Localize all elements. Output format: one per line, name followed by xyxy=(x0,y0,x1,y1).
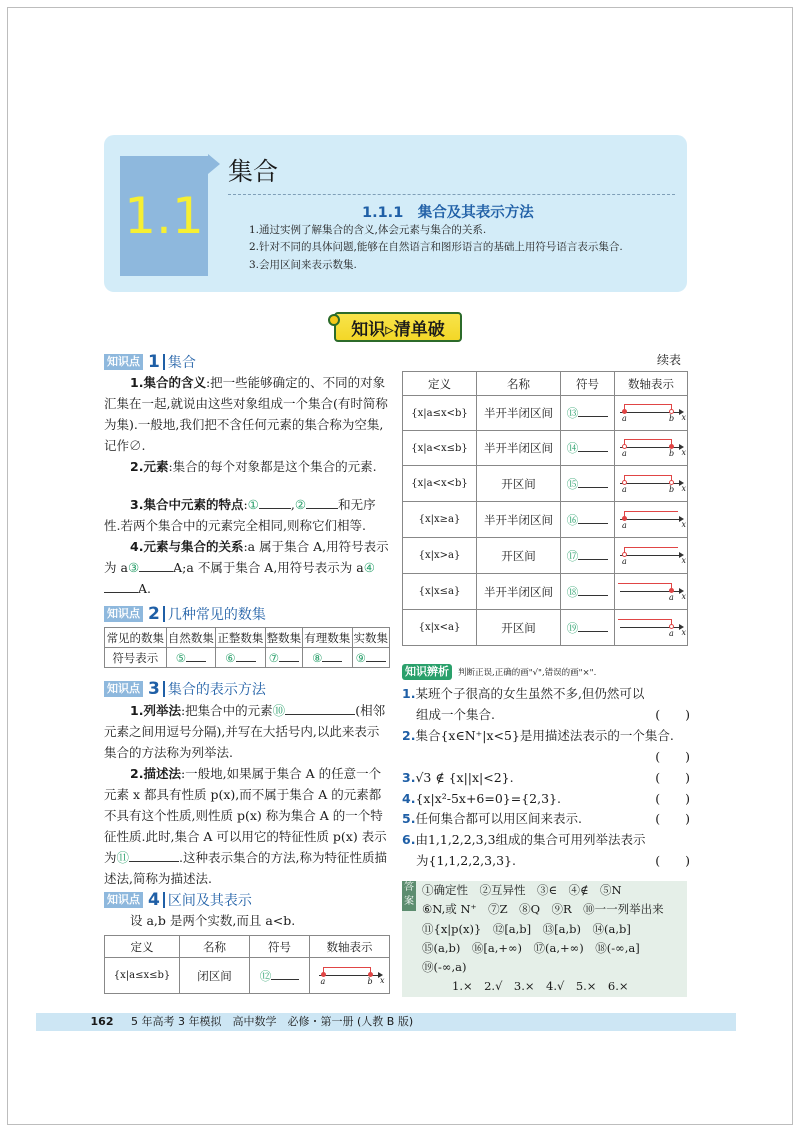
answer-paren: ( ) xyxy=(655,811,690,826)
knowledge-point-3 xyxy=(104,680,266,698)
answer-line: ⑪{x|p(x)} ⑫[a,b] ⑬[a,b) ⑭(a,b] xyxy=(422,922,631,936)
number-line-cell xyxy=(615,502,688,538)
symbol-cell xyxy=(561,431,615,466)
symbol-cell xyxy=(561,396,615,431)
question-1 xyxy=(402,683,690,725)
kd-number: 2 xyxy=(148,604,160,624)
definition-cell: {x|x≥a} xyxy=(403,502,477,538)
blank-number: ⑧ xyxy=(312,651,323,665)
header-cell: 名称 xyxy=(477,372,561,396)
blank xyxy=(285,703,355,715)
blank xyxy=(578,476,608,488)
blank xyxy=(236,650,256,662)
symbol-cell xyxy=(561,466,615,502)
name-cell: 闭区间 xyxy=(180,958,250,994)
kd-number: 3 xyxy=(148,679,160,699)
definition-cell: {x|a<x<b} xyxy=(403,466,477,502)
axis-label: b xyxy=(669,449,675,458)
definition-cell: {x|x>a} xyxy=(403,538,477,574)
blank-cell xyxy=(352,648,389,668)
name-cell: 开区间 xyxy=(477,610,561,646)
blank-cell xyxy=(166,648,216,668)
paragraph-definition xyxy=(104,372,390,456)
kd-title: 集合 xyxy=(167,355,196,371)
axis-label: a xyxy=(622,414,627,423)
number-line xyxy=(618,438,684,458)
question-text: {x|x²-5x+6=0}={2,3}. xyxy=(415,791,561,806)
header-cell: 实数集 xyxy=(352,628,389,648)
blank xyxy=(271,968,299,980)
interval-segment xyxy=(624,547,678,555)
question-text: 集合{x∈N⁺|x<5}是用描述法表示的一个集合. xyxy=(415,728,674,743)
axis-label: x xyxy=(681,591,686,601)
interval-segment xyxy=(624,475,672,483)
blank-number: ⑰ xyxy=(566,548,579,563)
kd-title: 集合的表示方法 xyxy=(167,682,266,698)
text: A. xyxy=(138,581,152,596)
text: :集合的每个对象都是这个集合的元素. xyxy=(168,459,377,474)
text: :一般地,如果属于集合 A 的任意一个元素 x 都具有性质 p(x),而不属于集合 A 的元素都不具有这个性质,则性质 p(x) 称为集合 A 的一个特征性质.此时,集合 A 可以用它的特征性质 p(x) 表示为 xyxy=(104,766,387,865)
kd-tag: 知识点 xyxy=(104,606,143,622)
number-line-cell xyxy=(615,466,688,502)
axis-label: b xyxy=(669,414,675,423)
blank-number: ⑮ xyxy=(566,476,579,491)
text: :把集合中的元素 xyxy=(180,703,273,718)
text: 和无序性.若两个集合中的元素完全相同,则称它们相等. xyxy=(104,497,376,533)
number-line-cell xyxy=(615,538,688,574)
blank xyxy=(578,548,608,560)
axis-label: b xyxy=(367,976,373,986)
number-line xyxy=(618,474,684,494)
blank xyxy=(279,650,299,662)
blank-cell xyxy=(265,648,302,668)
interval-segment xyxy=(323,967,371,975)
definition-cell: {x|x<a} xyxy=(403,610,477,646)
kd-title: 几种常见的数集 xyxy=(167,607,266,623)
blank xyxy=(104,581,138,593)
interval-segment xyxy=(618,619,672,627)
question-2 xyxy=(402,725,690,764)
question-number: 5. xyxy=(402,811,416,826)
paragraph-interval-intro: 设 a,b 是两个实数,而且 a<b. xyxy=(130,913,296,928)
header-cell: 数轴表示 xyxy=(310,936,390,958)
divider xyxy=(228,194,675,195)
paragraph-listing xyxy=(104,700,390,763)
definition-cell: {x|a≤x≤b} xyxy=(105,958,180,994)
number-line xyxy=(317,966,383,986)
symbol-cell xyxy=(561,610,615,646)
kd-number: 4 xyxy=(148,890,160,910)
bianxi-note: 判断正误,正确的画"√",错误的画"×". xyxy=(458,668,597,678)
question-text: 某班个子很高的女生虽然不多,但仍然可以组成一个集合. xyxy=(415,686,645,722)
row-label: 符号表示 xyxy=(105,648,167,668)
section-title: 1.1.1 集合及其表示方法 xyxy=(362,205,534,221)
blank-number: ④ xyxy=(363,560,375,575)
blank-number: ⑱ xyxy=(566,584,579,599)
true-false-header xyxy=(402,664,596,680)
name-cell: 半开半闭区间 xyxy=(477,431,561,466)
blank-cell xyxy=(216,648,266,668)
axis-label: x xyxy=(681,519,686,529)
header-cell: 自然数集 xyxy=(166,628,216,648)
interval-segment xyxy=(624,511,678,519)
text: .这种表示集合的方法,称为特征性质描述法,简称为描述法. xyxy=(104,850,387,886)
question-number: 4. xyxy=(402,791,416,806)
page-number: 162 xyxy=(90,1015,114,1028)
header-cell: 正整数集 xyxy=(216,628,266,648)
text: :把一些能够确定的、不同的对象汇集在一起,就说由这些对象组成一个集合(有时简称为集).一般地,我们把不含任何元素的集合称为空集,记作∅. xyxy=(104,375,388,453)
axis-label: b xyxy=(669,484,675,494)
knowledge-point-1 xyxy=(104,353,196,371)
question-4 xyxy=(402,788,690,809)
kd-title: 区间及其表示 xyxy=(167,893,252,909)
number-line-cell xyxy=(310,958,390,994)
kd-bar xyxy=(163,681,165,697)
answer-line: ⑮(a,b) ⑯[a,+∞) ⑰(a,+∞) ⑱(-∞,a] xyxy=(422,941,640,955)
header-cell: 定义 xyxy=(403,372,477,396)
symbol-cell xyxy=(250,958,310,994)
axis-label: a xyxy=(669,628,674,638)
name-cell: 半开半闭区间 xyxy=(477,396,561,431)
axis-label: x xyxy=(681,448,686,457)
definition-cell: {x|x≤a} xyxy=(403,574,477,610)
header-cell: 数轴表示 xyxy=(615,372,688,396)
axis-line xyxy=(620,555,680,556)
number-line-cell xyxy=(615,610,688,646)
blank-number: ⑲ xyxy=(566,620,579,635)
blank xyxy=(186,650,206,662)
blank-number: ⑨ xyxy=(355,651,366,665)
question-3 xyxy=(402,767,690,788)
axis-label: a xyxy=(669,592,674,602)
number-line-cell xyxy=(615,396,688,431)
text: A;a 不属于集合 A,用符号表示为 a xyxy=(173,560,364,575)
bianxi-tag: 知识辨析 xyxy=(402,664,452,680)
axis-label: a xyxy=(622,484,627,494)
knowledge-point-2 xyxy=(104,605,266,623)
text: (相邻元素之间用逗号分隔),并写在大括号内,以此来表示集合的方法称为列举法. xyxy=(104,703,386,760)
blank xyxy=(322,650,342,662)
interval-segment xyxy=(618,583,672,591)
number-line xyxy=(618,618,684,638)
answer-paren: ( ) xyxy=(655,749,690,764)
header-cell: 定义 xyxy=(105,936,180,958)
answer-line: 1.× 2.√ 3.× 4.√ 5.× 6.× xyxy=(452,979,629,993)
axis-label: a xyxy=(320,976,326,986)
blank xyxy=(578,584,608,596)
blank-number: ⑭ xyxy=(566,441,579,455)
goal-3: 3.会用区间来表示数集. xyxy=(249,259,357,271)
question-number: 1. xyxy=(402,686,416,701)
blank-number: ⑩ xyxy=(272,703,286,718)
answer-line: ①确定性 ②互异性 ③∈ ④∉ ⑤N xyxy=(422,883,622,897)
header-cell: 整数集 xyxy=(265,628,302,648)
number-line xyxy=(618,403,684,423)
header-cell: 符号 xyxy=(250,936,310,958)
interval-segment xyxy=(624,404,672,412)
blank xyxy=(139,560,173,572)
header-cell: 常见的数集 xyxy=(105,628,167,648)
paragraph-membership xyxy=(104,536,390,599)
term: 3.集合中元素的特点 xyxy=(130,497,244,512)
answer-line: ⑥N,或 N⁺ ⑦Z ⑧Q ⑨R ⑩一一列举出来 xyxy=(422,902,664,916)
question-text: 任何集合都可以用区间来表示. xyxy=(415,811,582,826)
question-6 xyxy=(402,829,690,871)
bulb-icon xyxy=(328,314,340,326)
term: 2.元素 xyxy=(130,459,169,474)
blank-number: ⑥ xyxy=(225,651,236,665)
number-line-cell xyxy=(615,431,688,466)
symbol-cell xyxy=(561,538,615,574)
blank-number: ⑦ xyxy=(268,651,279,665)
answer-paren: ( ) xyxy=(655,707,690,722)
paragraph-element xyxy=(104,456,390,477)
axis-label: x xyxy=(681,413,686,422)
number-line-cell xyxy=(615,574,688,610)
symbol-cell xyxy=(561,574,615,610)
answer-paren: ( ) xyxy=(655,770,690,785)
blank xyxy=(306,497,338,509)
term: 4.元素与集合的关系 xyxy=(130,539,244,554)
blank xyxy=(578,620,608,632)
paragraph-description xyxy=(104,763,390,889)
name-cell: 半开半闭区间 xyxy=(477,574,561,610)
question-number: 3. xyxy=(402,770,416,785)
banner-label: 知识▹清单破 xyxy=(334,312,462,342)
axis-label: x xyxy=(681,627,686,637)
definition-cell: {x|a≤x<b} xyxy=(403,396,477,431)
blank-number: ⑬ xyxy=(566,406,579,420)
question-5 xyxy=(402,808,690,829)
answer-line: ⑲(-∞,a) xyxy=(422,960,467,974)
question-number: 6. xyxy=(402,832,416,847)
symbol-cell xyxy=(561,502,615,538)
axis-label: x xyxy=(681,483,686,493)
number-line xyxy=(618,546,684,566)
blank xyxy=(578,512,608,524)
blank-number: ⑪ xyxy=(116,850,130,865)
definition-cell: {x|a<x≤b} xyxy=(403,431,477,466)
continued-label: 续表 xyxy=(657,353,682,367)
name-cell: 开区间 xyxy=(477,466,561,502)
answer-box xyxy=(402,881,687,997)
interval-table-continued xyxy=(402,371,688,646)
kd-tag: 知识点 xyxy=(104,354,143,370)
blank-number: ⑯ xyxy=(566,512,579,527)
blank xyxy=(366,650,386,662)
knowledge-point-4 xyxy=(104,891,252,909)
interval-segment xyxy=(624,439,672,447)
blank-number: ① xyxy=(247,497,259,512)
blank xyxy=(578,405,608,417)
number-line xyxy=(618,510,684,530)
kd-number: 1 xyxy=(148,352,160,372)
chapter-number-pointer xyxy=(208,154,220,174)
kd-bar xyxy=(163,354,165,370)
question-text: 由1,1,2,2,3,3组成的集合可用列举法表示为{1,1,2,2,3,3}. xyxy=(415,832,646,868)
blank-number: ⑤ xyxy=(175,651,187,665)
blank-cell xyxy=(303,648,353,668)
term: 1.列举法 xyxy=(130,703,181,718)
axis-line xyxy=(620,519,680,520)
answer-tag: 答案 xyxy=(402,881,416,911)
question-text: √3 ∉ {x||x|<2}. xyxy=(415,770,514,785)
footer-text: 5 年高考 3 年模拟 高中数学 必修・第一册 (人教 B 版) xyxy=(131,1015,414,1028)
question-number: 2. xyxy=(402,728,416,743)
chapter-title: 集合 xyxy=(228,157,279,186)
answer-paren: ( ) xyxy=(655,791,690,806)
blank xyxy=(129,850,179,862)
number-sets-table xyxy=(104,627,390,668)
blank-number: ② xyxy=(294,497,307,512)
axis-label: x xyxy=(681,555,686,565)
kd-tag: 知识点 xyxy=(104,892,143,908)
kd-bar xyxy=(163,892,165,908)
number-line xyxy=(618,582,684,602)
term: 2.描述法 xyxy=(130,766,181,781)
kd-bar xyxy=(163,606,165,622)
axis-label: a xyxy=(622,449,627,458)
kd-tag: 知识点 xyxy=(104,681,143,697)
name-cell: 开区间 xyxy=(477,538,561,574)
axis-label: x xyxy=(379,975,385,985)
axis-label: a xyxy=(622,520,627,530)
section-banner xyxy=(328,312,470,342)
blank-number: ③ xyxy=(127,560,140,575)
paragraph-features: 3.集合中元素的特点:① ,② 和无序性.若两个集合中的元素完全相同,则称它们相等. xyxy=(104,497,376,533)
text: :a 属于集合 A,用符号表示为 a xyxy=(104,539,389,575)
blank xyxy=(259,497,291,509)
header-cell: 有理数集 xyxy=(303,628,353,648)
goal-2: 2.针对不同的具体问题,能够在自然语言和图形语言的基础上用符号语言表示集合. xyxy=(249,241,623,253)
chapter-number: 1.1 xyxy=(120,156,208,276)
blank xyxy=(578,440,608,452)
header-cell: 名称 xyxy=(180,936,250,958)
term: 1.集合的含义 xyxy=(130,375,206,390)
blank-number: ⑫ xyxy=(259,968,272,983)
interval-table xyxy=(104,935,390,994)
answer-paren: ( ) xyxy=(655,853,690,868)
goal-1: 1.通过实例了解集合的含义,体会元素与集合的关系. xyxy=(249,224,487,236)
header-cell: 符号 xyxy=(561,372,615,396)
axis-label: a xyxy=(622,556,627,566)
name-cell: 半开半闭区间 xyxy=(477,502,561,538)
